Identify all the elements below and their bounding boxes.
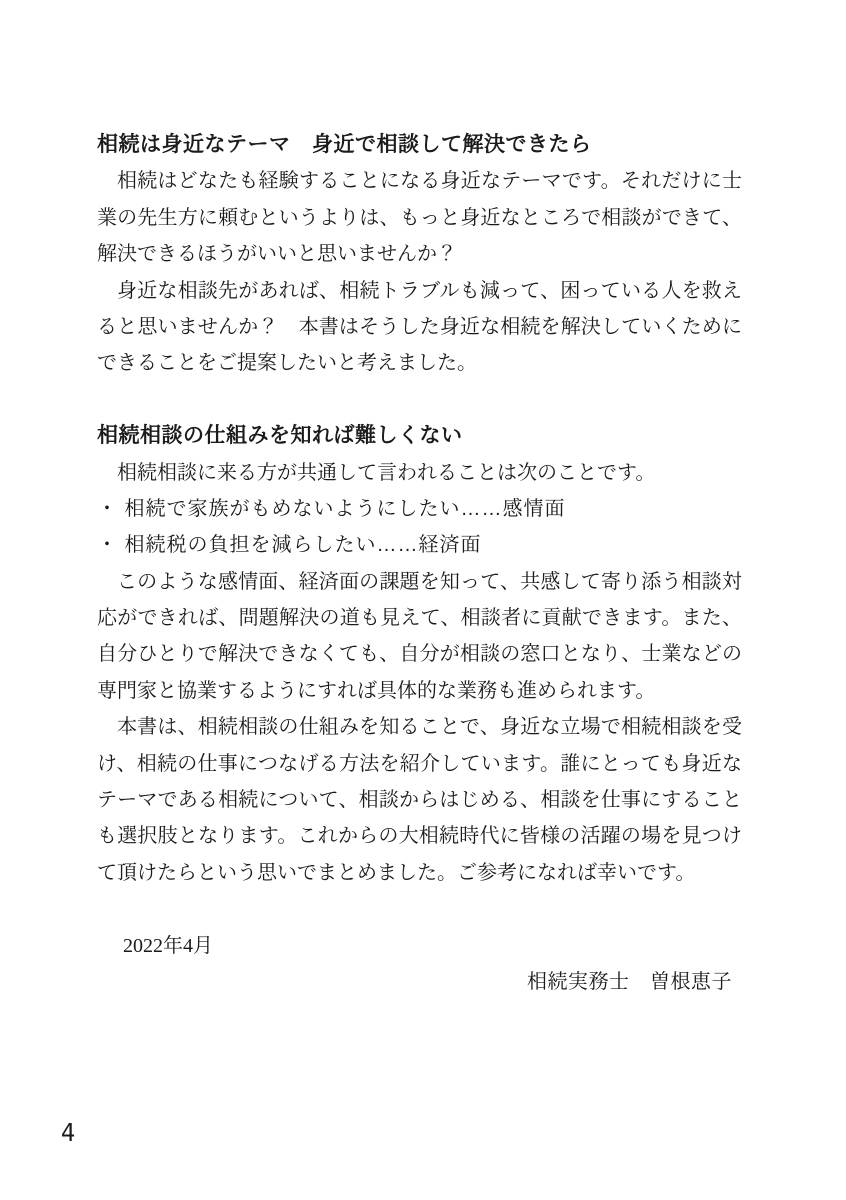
text-line: 自分ひとりで解決できなくても、自分が相談の窓口となり、士業などの bbox=[97, 643, 742, 666]
text-line: できることをご提案したいと考えました。 bbox=[97, 352, 477, 375]
text-line: このような感情面、経済面の課題を知って、共感して寄り添う相談対 bbox=[117, 570, 742, 593]
text-line: 業の先生方に頼むというよりは、もっと身近なところで相談ができて、 bbox=[97, 206, 742, 229]
blank-line bbox=[97, 382, 742, 418]
text-line: 相続はどなたも経験することになる身近なテーマです。それだけに士 bbox=[117, 170, 742, 193]
date-line: 2022年4月 bbox=[123, 934, 213, 957]
text-line: 本書は、相続相談の仕組みを知ることで、身近な立場で相続相談を受 bbox=[117, 716, 742, 739]
author-signature: 相続実務士 曽根恵子 bbox=[527, 970, 732, 993]
bullet-item: ・ 相続税の負担を減らしたい……経済面 bbox=[97, 534, 482, 557]
text-line: 応ができれば、問題解決の道も見えて、相談者に貢献できます。また、 bbox=[97, 607, 742, 630]
page-number: 4 bbox=[61, 1118, 76, 1147]
section-heading: 相続相談の仕組みを知れば難しくない bbox=[97, 424, 463, 448]
bullet-item: ・ 相続で家族がもめないようにしたい……感情面 bbox=[97, 497, 566, 520]
text-line: て頂けたらという思いでまとめました。ご参考になれば幸いです。 bbox=[97, 861, 696, 884]
text-block bbox=[97, 127, 742, 1000]
text-line: テーマである相続について、相談からはじめる、相談を仕事にすること bbox=[97, 789, 742, 812]
section-heading: 相続は身近なテーマ 身近で相談して解決できたら bbox=[97, 133, 592, 156]
blank-line bbox=[97, 891, 742, 927]
text-line: も選択肢となります。これからの大相続時代に皆様の活躍の場を見つけ bbox=[97, 825, 742, 848]
text-line: 身近な相談先があれば、相続トラブルも減って、困っている人を救え bbox=[117, 279, 742, 302]
text-line: 相続相談に来る方が共通して言われることは次のことです。 bbox=[117, 461, 656, 484]
text-line: 専門家と協業するようにすれば具体的な業務も進められます。 bbox=[97, 679, 656, 702]
text-line: ると思いませんか？ 本書はそうした身近な相続を解決していくために bbox=[97, 315, 742, 338]
text-line: け、相続の仕事につなげる方法を紹介しています。誰にとっても身近な bbox=[97, 752, 742, 775]
text-line: 解決できるほうがいいと思いませんか？ bbox=[97, 243, 457, 266]
